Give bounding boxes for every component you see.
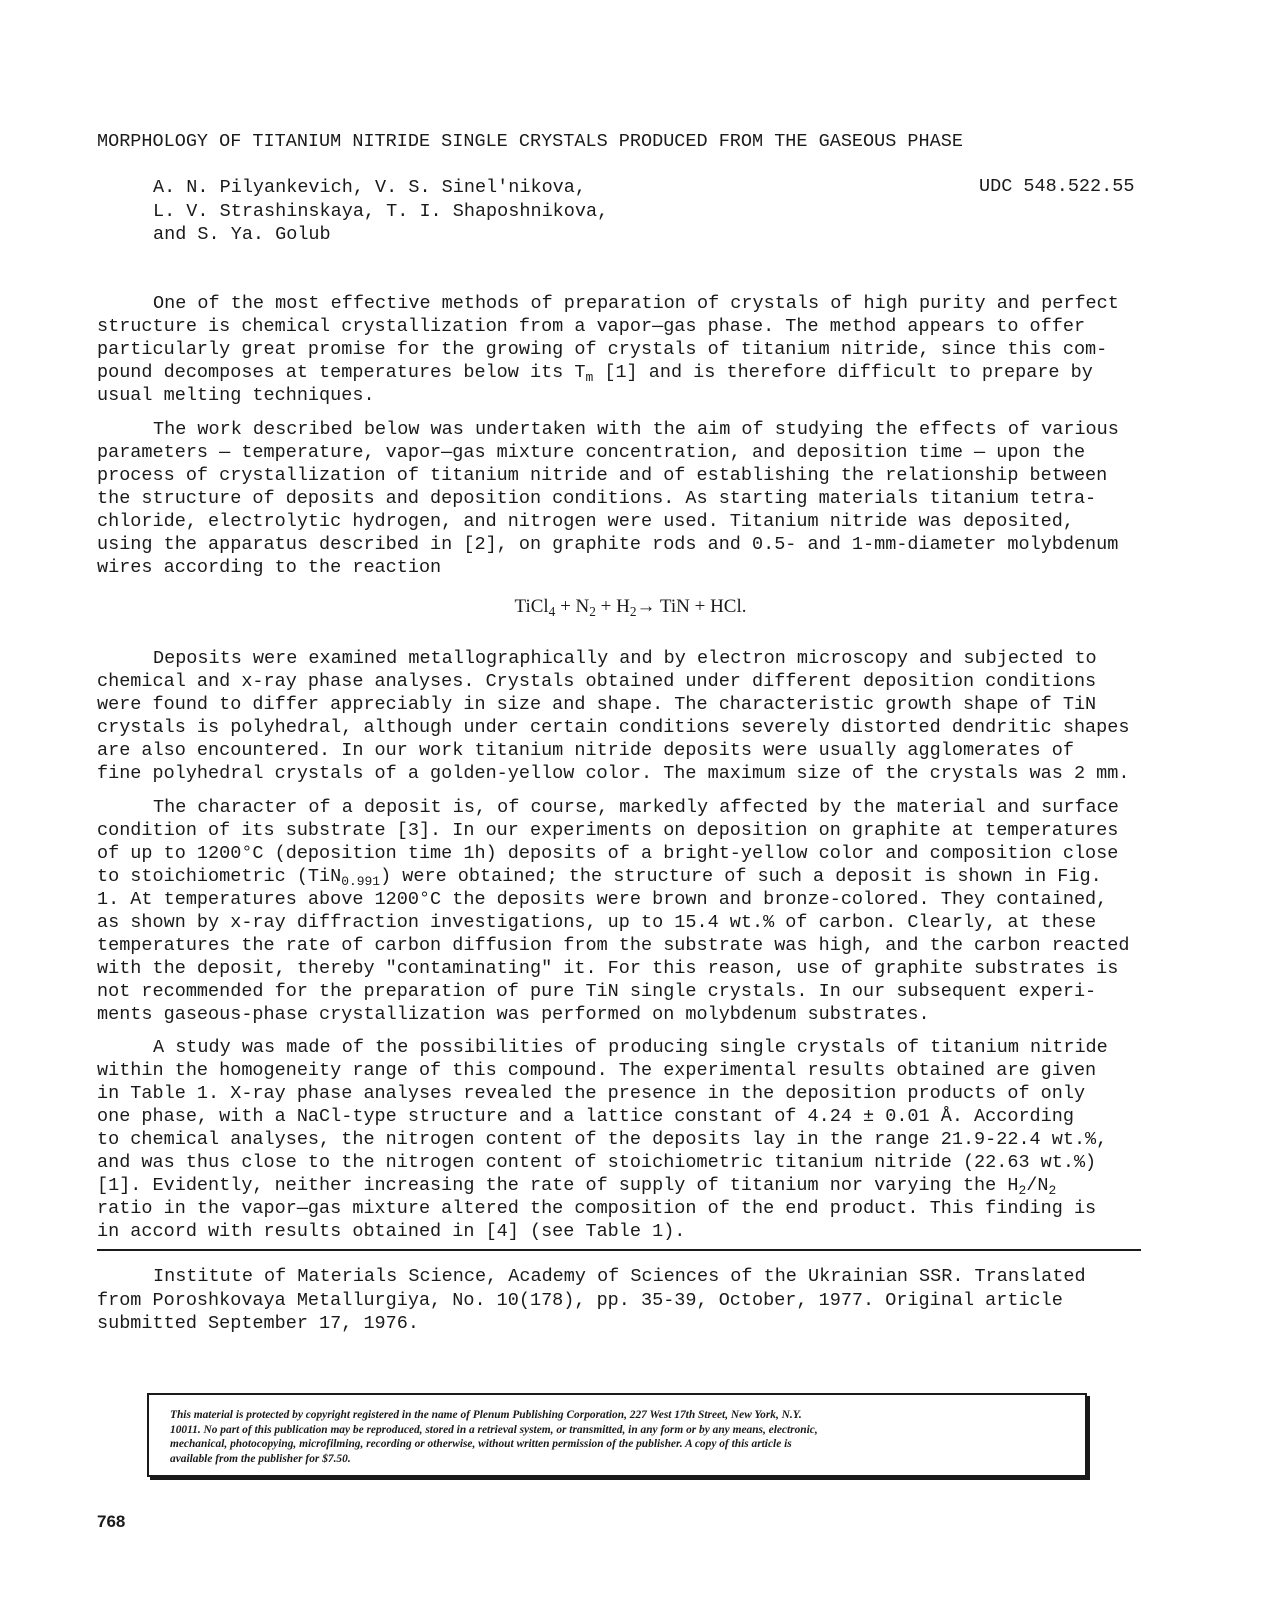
text-line: the structure of deposits and deposition conditions. As starting materials titanium tetra- xyxy=(97,488,1097,509)
text-line: not recommended for the preparation of pure TiN single crystals. In our subsequent experi- xyxy=(97,981,1097,1002)
text-line: of up to 1200°C (deposition time 1h) deposits of a bright-yellow color and composition close xyxy=(97,843,1119,864)
text-line: One of the most effective methods of preparation of crystals of high purity and perfect xyxy=(153,293,1119,314)
text-line: particularly great promise for the growing of crystals of titanium nitride, since this com- xyxy=(97,339,1108,360)
text-line: usual melting techniques. xyxy=(97,385,375,406)
text-line: Deposits were examined metallographically and by electron microscopy and subjected to xyxy=(153,648,1097,669)
text-line: 1. At temperatures above 1200°C the deposits were brown and bronze-colored. They contained, xyxy=(97,889,1108,910)
paragraph-5 xyxy=(97,1036,1147,1243)
text-line: crystals is polyhedral, although under certain conditions severely distorted dendritic shapes xyxy=(97,717,1130,738)
text-line: condition of its substrate [3]. In our experiments on deposition on graphite at temperatures xyxy=(97,820,1119,841)
paragraph-3 xyxy=(97,647,1147,785)
text-line: one phase, with a NaCl-type structure and a lattice constant of 4.24 ± 0.01 Å. According xyxy=(97,1106,1074,1127)
text-line: wires according to the reaction xyxy=(97,557,442,578)
text-line: process of crystallization of titanium nitride and of establishing the relationship between xyxy=(97,465,1108,486)
text-line: within the homogeneity range of this compound. The experimental results obtained are given xyxy=(97,1060,1097,1081)
page-number: 768 xyxy=(97,1512,126,1531)
text-line: and was thus close to the nitrogen content of stoichiometric titanium nitride (22.63 wt.%) xyxy=(97,1152,1097,1173)
text-line: chloride, electrolytic hydrogen, and nitrogen were used. Titanium nitride was deposited, xyxy=(97,511,1074,532)
text-line: with the deposit, thereby "contaminating" it. For this reason, use of graphite substrates is xyxy=(97,958,1119,979)
paragraph-1 xyxy=(97,292,1147,407)
article-title: MORPHOLOGY OF TITANIUM NITRIDE SINGLE CRYSTALS PRODUCED FROM THE GASEOUS PHASE xyxy=(97,131,963,152)
text-line: fine polyhedral crystals of a golden-yellow color. The maximum size of the crystals was 2 mm. xyxy=(97,763,1130,784)
text-line: available from the publisher for $7.50. xyxy=(170,1452,351,1465)
author-list xyxy=(153,176,608,247)
text-line: to chemical analyses, the nitrogen content of the deposits lay in the range 21.9-22.4 wt.%, xyxy=(97,1129,1108,1150)
text-line: ratio in the vapor—gas mixture altered the composition of the end product. This finding is xyxy=(97,1198,1097,1219)
text-line: Institute of Materials Science, Academy of Sciences of the Ukrainian SSR. Translated xyxy=(153,1266,1086,1287)
text-line: as shown by x-ray diffraction investigations, up to 15.4 wt.% of carbon. Clearly, at these xyxy=(97,912,1097,933)
text-line: A study was made of the possibilities of producing single crystals of titanium nitride xyxy=(153,1037,1108,1058)
affiliation-footnote xyxy=(97,1265,1086,1336)
text-line: submitted September 17, 1976. xyxy=(97,1313,419,1334)
text-line: are also encountered. In our work titanium nitride deposits were usually agglomerates of xyxy=(97,740,1074,761)
text-line: from Poroshkovaya Metallurgiya, No. 10(178), pp. 35-39, October, 1977. Original article xyxy=(97,1289,1063,1311)
footnote-divider xyxy=(97,1249,1141,1251)
text-line: The character of a deposit is, of course, markedly affected by the material and surface xyxy=(153,797,1119,818)
text-line: The work described below was undertaken with the aim of studying the effects of various xyxy=(153,419,1119,440)
author-line: and S. Ya. Golub xyxy=(153,224,331,245)
text-line: ments gaseous-phase crystallization was performed on molybdenum substrates. xyxy=(97,1004,930,1025)
text-line: in Table 1. X-ray phase analyses revealed the presence in the deposition products of only xyxy=(97,1083,1086,1104)
copyright-notice-box xyxy=(147,1393,1087,1477)
text-line: parameters — temperature, vapor—gas mixture concentration, and deposition time — upon the xyxy=(97,442,1086,463)
author-line: L. V. Strashinskaya, T. I. Shaposhnikova, xyxy=(153,200,609,222)
text-line: [1]. Evidently, neither increasing the rate of supply of titanium nor varying the $H_2/N_2$ xyxy=(97,1175,1057,1198)
paragraph-2 xyxy=(97,418,1147,579)
paragraph-4 xyxy=(97,796,1147,1026)
reaction-equation: TiCl$_4$ + $N_2 + H_2\to$ TiN + HCl. xyxy=(514,596,747,619)
text-line: using the apparatus described in [2], on graphite rods and 0.5- and 1-mm-diameter molybdenum xyxy=(97,534,1119,555)
text-line: This material is protected by copyright registered in the name of Plenum Publishing Corporation, 227 West 17th Street, New York, N.Y. xyxy=(170,1409,802,1421)
text-line: structure is chemical crystallization from a vapor—gas phase. The method appears to offer xyxy=(97,316,1086,337)
text-line: mechanical, photocopying, microfilming, recording or otherwise, without written permission of the publisher. A copy of this article is xyxy=(170,1438,792,1450)
author-line: A. N. Pilyankevich, V. S. Sinel'nikova, xyxy=(153,177,586,198)
text-line: were found to differ appreciably in size and shape. The characteristic growth shape of TiN xyxy=(97,694,1097,715)
text-line: to stoichiometric (TiN$_{0.991}$) were obtained; the structure of such a deposit is shown in Fig. xyxy=(97,866,1102,889)
text-line: temperatures the rate of carbon diffusion from the substrate was high, and the carbon reacted xyxy=(97,935,1130,956)
udc-code: UDC 548.522.55 xyxy=(979,176,1135,197)
text-line: in accord with results obtained in [4] (see Table 1). xyxy=(97,1221,686,1242)
text-line: pound decomposes at temperatures below its $T_m$ [1] and is therefore difficult to prepare by xyxy=(97,362,1093,385)
text-line: 10011. No part of this publication may be reproduced, stored in a retrieval system, or transmitted, in any form or by any means, electronic, xyxy=(170,1423,818,1436)
text-line: chemical and x-ray phase analyses. Crystals obtained under different deposition conditions xyxy=(97,671,1097,692)
